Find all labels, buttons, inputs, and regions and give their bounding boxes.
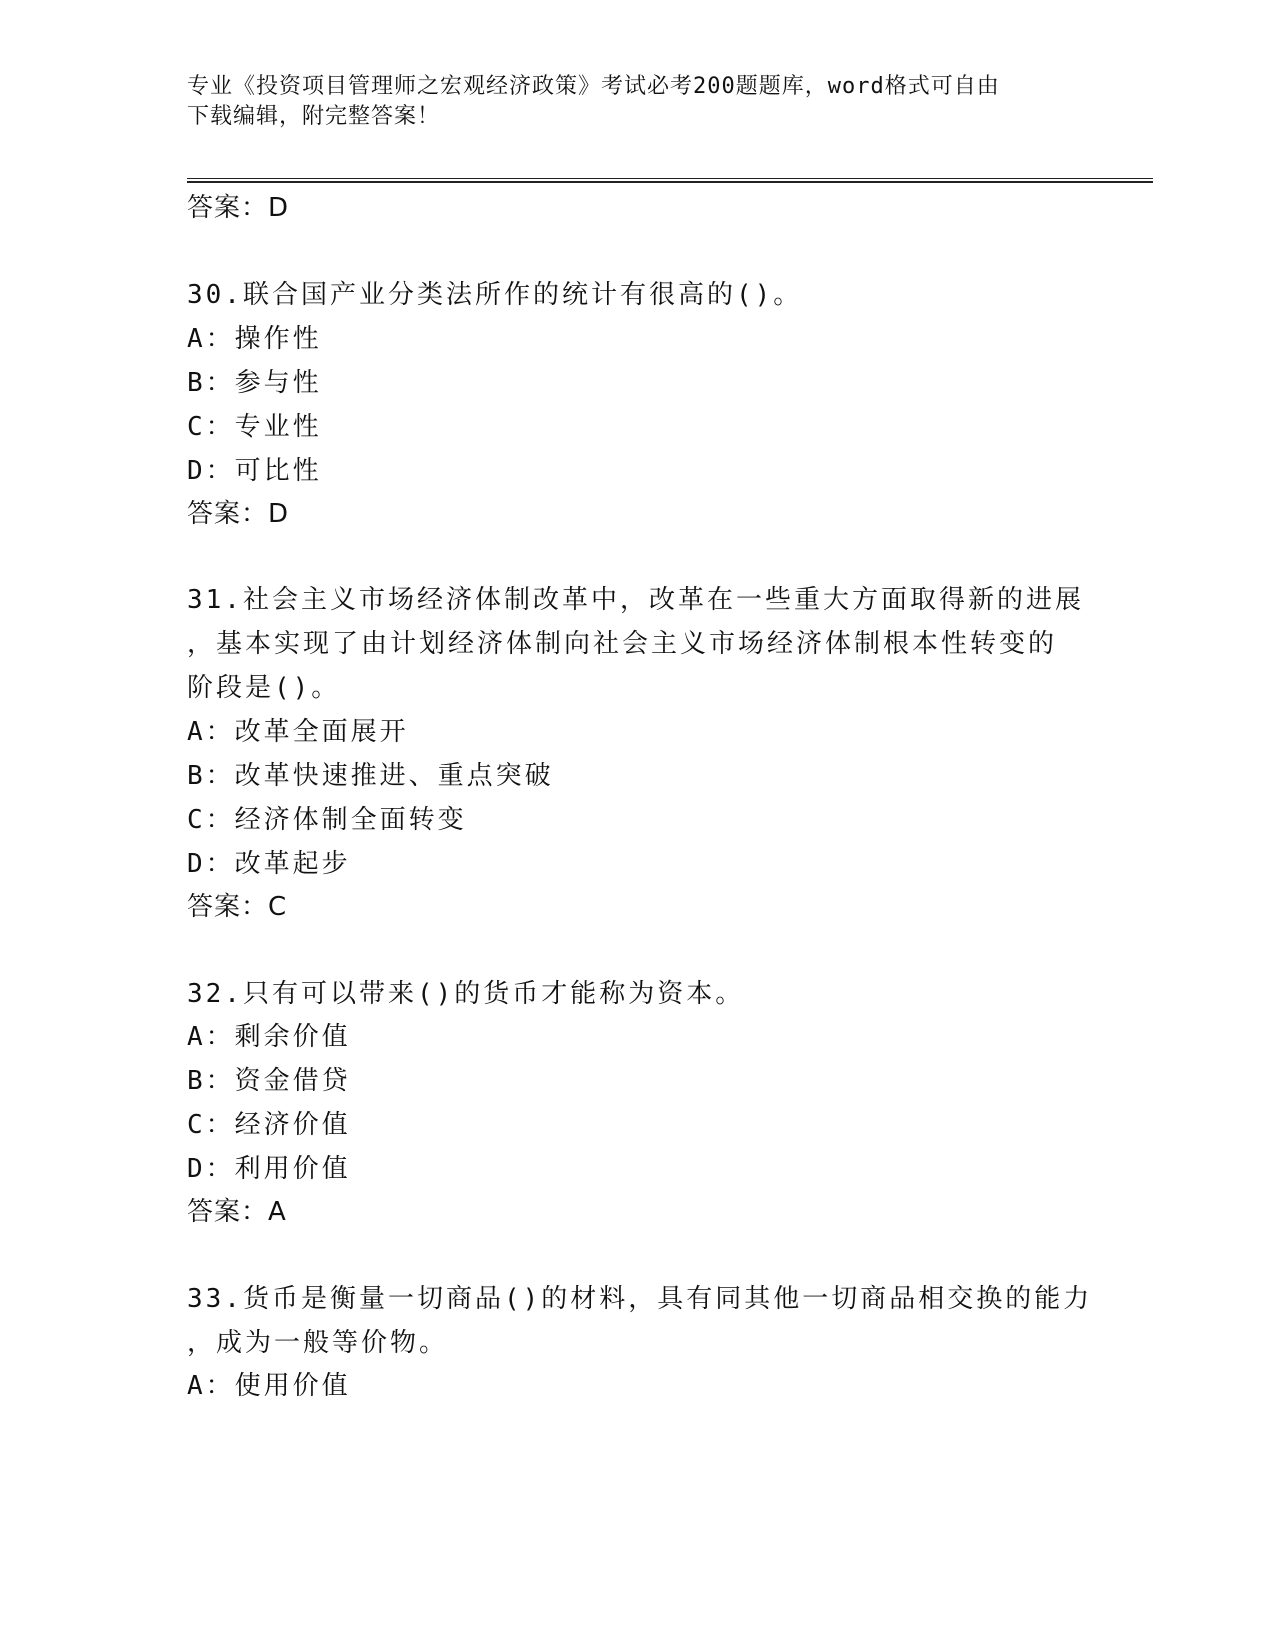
question-32-option-d: D：利用价值	[187, 1154, 351, 1184]
answer-line: 答案：D	[187, 193, 290, 223]
question-31-option-c: C：经济体制全面转变	[187, 805, 467, 835]
question-33-stem-line-2: ，成为一般等价物。	[187, 1328, 449, 1358]
question-31-stem-line-1: 31.社会主义市场经济体制改革中，改革在一些重大方面取得新的进展	[187, 585, 1084, 615]
question-30-option-d: D：可比性	[187, 456, 322, 486]
question-31-option-a: A：改革全面展开	[187, 717, 409, 747]
question-30-answer: 答案：D	[187, 499, 290, 529]
question-31-stem-line-2: ，基本实现了由计划经济体制向社会主义市场经济体制根本性转变的	[187, 629, 1058, 659]
question-32-answer: 答案：A	[187, 1197, 287, 1227]
question-30-option-b: B：参与性	[187, 368, 322, 398]
question-33-stem-line-1: 33.货币是衡量一切商品()的材料，具有同其他一切商品相交换的能力	[187, 1284, 1093, 1314]
question-32-option-c: C：经济价值	[187, 1110, 351, 1140]
header-line-2: 下载编辑，附完整答案！	[187, 104, 441, 129]
question-32-stem: 32.只有可以带来()的货币才能称为资本。	[187, 979, 745, 1009]
question-32-option-b: B：资金借贷	[187, 1066, 351, 1096]
question-30-option-c: C：专业性	[187, 412, 322, 442]
question-31-stem-line-3: 阶段是()。	[187, 673, 341, 703]
question-31-option-d: D：改革起步	[187, 849, 351, 879]
header-divider	[187, 178, 1153, 183]
document-header	[187, 72, 1067, 132]
question-31-answer: 答案：C	[187, 892, 288, 922]
question-30-stem: 30.联合国产业分类法所作的统计有很高的()。	[187, 280, 803, 310]
header-line-1: 专业《投资项目管理师之宏观经济政策》考试必考200题题库，word格式可自由	[187, 74, 1000, 99]
question-30-option-a: A：操作性	[187, 324, 322, 354]
question-32-option-a: A：剩余价值	[187, 1022, 351, 1052]
question-31-option-b: B：改革快速推进、重点突破	[187, 761, 554, 791]
question-33-option-a: A：使用价值	[187, 1371, 351, 1401]
